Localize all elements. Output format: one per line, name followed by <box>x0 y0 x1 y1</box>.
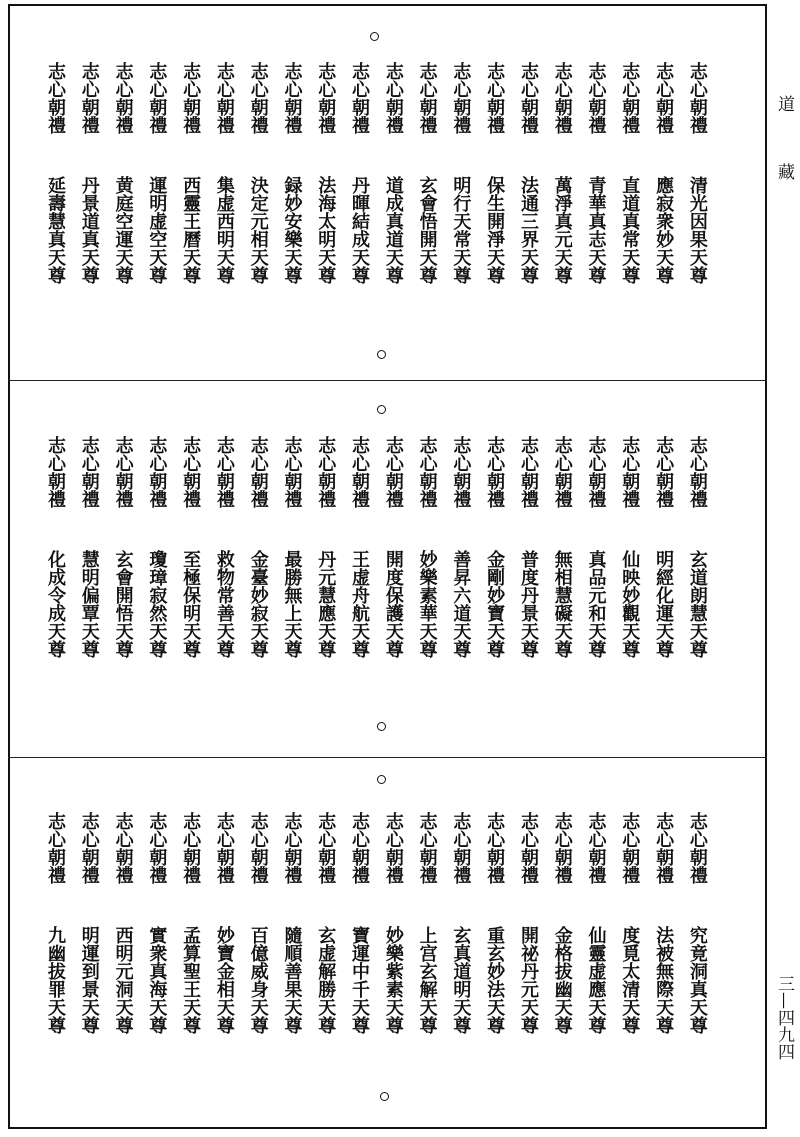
deity-name: 寶運中千天尊 <box>349 926 371 1034</box>
text-column <box>445 436 475 658</box>
text-column <box>479 436 509 658</box>
invocation-prefix: 志心朝禮 <box>281 436 303 508</box>
invocation-prefix: 志心朝禮 <box>382 812 404 884</box>
invocation-prefix: 志心朝禮 <box>416 62 438 134</box>
invocation-prefix: 志心朝禮 <box>484 436 506 508</box>
deity-name: 瓊璋寂然天尊 <box>146 550 168 658</box>
text-column <box>209 62 239 284</box>
text-column <box>141 812 171 1034</box>
invocation-prefix: 志心朝禮 <box>382 62 404 134</box>
text-column <box>74 62 104 284</box>
deity-name: 妙樂素華天尊 <box>416 550 438 658</box>
deity-name: 清光因果天尊 <box>686 176 708 284</box>
deity-name: 法被無際天尊 <box>653 926 675 1034</box>
invocation-prefix: 志心朝禮 <box>112 812 134 884</box>
text-column <box>513 812 543 1034</box>
invocation-prefix: 志心朝禮 <box>416 436 438 508</box>
deity-name: 法通三界天尊 <box>517 176 539 284</box>
deity-name: 明運到景天尊 <box>78 926 100 1034</box>
text-column <box>378 812 408 1034</box>
invocation-prefix: 志心朝禮 <box>349 436 371 508</box>
deity-name: 金格拔幽天尊 <box>551 926 573 1034</box>
deity-name: 王虚舟航天尊 <box>349 550 371 658</box>
invocation-prefix: 志心朝禮 <box>382 436 404 508</box>
circle-mark-icon <box>377 350 386 359</box>
text-column <box>682 62 712 284</box>
invocation-prefix: 志心朝禮 <box>247 62 269 134</box>
invocation-prefix: 志心朝禮 <box>247 812 269 884</box>
text-section-bottom <box>40 812 712 1034</box>
text-column <box>243 62 273 284</box>
invocation-prefix: 志心朝禮 <box>146 436 168 508</box>
deity-name: 究竟洞真天尊 <box>686 926 708 1034</box>
deity-name: 萬淨真元天尊 <box>551 176 573 284</box>
deity-name: 青華真志天尊 <box>585 176 607 284</box>
deity-name: 無相慧礙天尊 <box>551 550 573 658</box>
invocation-prefix: 志心朝禮 <box>619 436 641 508</box>
deity-name: 普度丹景天尊 <box>517 550 539 658</box>
circle-mark-icon <box>380 1092 389 1101</box>
circle-mark-icon <box>377 775 386 784</box>
page-number: 三—四九四 <box>774 975 794 1060</box>
text-column <box>276 812 306 1034</box>
section-divider <box>8 380 767 381</box>
invocation-prefix: 志心朝禮 <box>213 62 235 134</box>
invocation-prefix: 志心朝禮 <box>484 62 506 134</box>
circle-mark-icon <box>377 405 386 414</box>
deity-name: 金剛妙寶天尊 <box>484 550 506 658</box>
text-column <box>175 62 205 284</box>
deity-name: 金臺妙寂天尊 <box>247 550 269 658</box>
deity-name: 度覓太清天尊 <box>619 926 641 1034</box>
invocation-prefix: 志心朝禮 <box>551 62 573 134</box>
text-section-top <box>40 62 712 284</box>
invocation-prefix: 志心朝禮 <box>78 436 100 508</box>
deity-name: 決定元相天尊 <box>247 176 269 284</box>
text-column <box>581 812 611 1034</box>
deity-name: 應寂衆妙天尊 <box>653 176 675 284</box>
text-column <box>310 436 340 658</box>
text-column <box>614 436 644 658</box>
text-column <box>648 436 678 658</box>
text-column <box>614 62 644 284</box>
invocation-prefix: 志心朝禮 <box>315 436 337 508</box>
text-column <box>581 62 611 284</box>
invocation-prefix: 志心朝禮 <box>180 812 202 884</box>
deity-name: 運明虚空天尊 <box>146 176 168 284</box>
invocation-prefix: 志心朝禮 <box>247 436 269 508</box>
deity-name: 保生開淨天尊 <box>484 176 506 284</box>
invocation-prefix: 志心朝禮 <box>551 812 573 884</box>
invocation-prefix: 志心朝禮 <box>45 436 66 508</box>
invocation-prefix: 志心朝禮 <box>653 62 675 134</box>
text-column <box>547 62 577 284</box>
circle-mark-icon <box>370 32 379 41</box>
text-column <box>648 812 678 1034</box>
text-column <box>445 812 475 1034</box>
invocation-prefix: 志心朝禮 <box>585 62 607 134</box>
invocation-prefix: 志心朝禮 <box>450 812 472 884</box>
text-column <box>682 436 712 658</box>
deity-name: 玄道朗慧天尊 <box>686 550 708 658</box>
invocation-prefix: 志心朝禮 <box>349 62 371 134</box>
deity-name: 九幽拔罪天尊 <box>45 926 66 1034</box>
text-column <box>276 436 306 658</box>
deity-name: 西明元洞天尊 <box>112 926 134 1034</box>
text-column <box>74 812 104 1034</box>
deity-name: 隨順善果天尊 <box>281 926 303 1034</box>
deity-name: 丹景道真天尊 <box>78 176 100 284</box>
deity-name: 玄真道明天尊 <box>450 926 472 1034</box>
deity-name: 真品元和天尊 <box>585 550 607 658</box>
invocation-prefix: 志心朝禮 <box>517 812 539 884</box>
deity-name: 明經化運天尊 <box>653 550 675 658</box>
deity-name: 録妙安樂天尊 <box>281 176 303 284</box>
text-column <box>141 62 171 284</box>
deity-name: 妙寶金相天尊 <box>213 926 235 1034</box>
text-column <box>581 436 611 658</box>
invocation-prefix: 志心朝禮 <box>315 62 337 134</box>
deity-name: 西靈王曆天尊 <box>180 176 202 284</box>
text-column <box>108 62 138 284</box>
text-column <box>276 62 306 284</box>
text-column <box>513 62 543 284</box>
text-column <box>513 436 543 658</box>
invocation-prefix: 志心朝禮 <box>281 62 303 134</box>
circle-mark-icon <box>377 722 386 731</box>
deity-name: 化成令成天尊 <box>45 550 66 658</box>
invocation-prefix: 志心朝禮 <box>450 62 472 134</box>
deity-name: 上宫玄解天尊 <box>416 926 438 1034</box>
text-column <box>479 812 509 1034</box>
text-column <box>445 62 475 284</box>
invocation-prefix: 志心朝禮 <box>180 62 202 134</box>
deity-name: 孟算聖王天尊 <box>180 926 202 1034</box>
invocation-prefix: 志心朝禮 <box>484 812 506 884</box>
text-column <box>40 436 70 658</box>
invocation-prefix: 志心朝禮 <box>45 812 66 884</box>
text-column <box>378 436 408 658</box>
text-column <box>310 812 340 1034</box>
invocation-prefix: 志心朝禮 <box>517 62 539 134</box>
text-column <box>682 812 712 1034</box>
text-column <box>74 436 104 658</box>
text-column <box>175 436 205 658</box>
invocation-prefix: 志心朝禮 <box>281 812 303 884</box>
invocation-prefix: 志心朝禮 <box>653 812 675 884</box>
deity-name: 慧明偏覃天尊 <box>78 550 100 658</box>
text-column <box>108 436 138 658</box>
deity-name: 至極保明天尊 <box>180 550 202 658</box>
section-divider <box>8 757 767 758</box>
invocation-prefix: 志心朝禮 <box>112 436 134 508</box>
text-column <box>378 62 408 284</box>
invocation-prefix: 志心朝禮 <box>686 62 708 134</box>
invocation-prefix: 志心朝禮 <box>78 62 100 134</box>
deity-name: 仙靈虚應天尊 <box>585 926 607 1034</box>
invocation-prefix: 志心朝禮 <box>213 436 235 508</box>
invocation-prefix: 志心朝禮 <box>653 436 675 508</box>
text-column <box>175 812 205 1034</box>
deity-name: 實衆真海天尊 <box>146 926 168 1034</box>
invocation-prefix: 志心朝禮 <box>585 812 607 884</box>
invocation-prefix: 志心朝禮 <box>180 436 202 508</box>
deity-name: 玄虚解勝天尊 <box>315 926 337 1034</box>
invocation-prefix: 志心朝禮 <box>585 436 607 508</box>
invocation-prefix: 志心朝禮 <box>416 812 438 884</box>
invocation-prefix: 志心朝禮 <box>112 62 134 134</box>
deity-name: 黄庭空運天尊 <box>112 176 134 284</box>
invocation-prefix: 志心朝禮 <box>315 812 337 884</box>
text-column <box>40 812 70 1034</box>
deity-name: 玄會開悟天尊 <box>112 550 134 658</box>
text-column <box>243 436 273 658</box>
text-column <box>40 62 70 284</box>
deity-name: 道成真道天尊 <box>382 176 404 284</box>
invocation-prefix: 志心朝禮 <box>686 436 708 508</box>
text-column <box>344 62 374 284</box>
deity-name: 救物常善天尊 <box>213 550 235 658</box>
text-column <box>141 436 171 658</box>
text-column <box>412 812 442 1034</box>
text-section-middle <box>40 436 712 658</box>
invocation-prefix: 志心朝禮 <box>45 62 66 134</box>
invocation-prefix: 志心朝禮 <box>146 812 168 884</box>
text-column <box>614 812 644 1034</box>
deity-name: 集虚西明天尊 <box>213 176 235 284</box>
text-column <box>547 436 577 658</box>
text-column <box>209 812 239 1034</box>
invocation-prefix: 志心朝禮 <box>349 812 371 884</box>
deity-name: 明行天常天尊 <box>450 176 472 284</box>
invocation-prefix: 志心朝禮 <box>450 436 472 508</box>
invocation-prefix: 志心朝禮 <box>619 812 641 884</box>
invocation-prefix: 志心朝禮 <box>619 62 641 134</box>
deity-name: 法海太明天尊 <box>315 176 337 284</box>
deity-name: 善昇六道天尊 <box>450 550 472 658</box>
text-column <box>310 62 340 284</box>
deity-name: 開度保護天尊 <box>382 550 404 658</box>
text-column <box>648 62 678 284</box>
deity-name: 直道真常天尊 <box>619 176 641 284</box>
text-column <box>344 436 374 658</box>
text-column <box>412 436 442 658</box>
deity-name: 丹元慧應天尊 <box>315 550 337 658</box>
deity-name: 丹暉結成天尊 <box>349 176 371 284</box>
text-column <box>344 812 374 1034</box>
deity-name: 仙映妙觀天尊 <box>619 550 641 658</box>
invocation-prefix: 志心朝禮 <box>517 436 539 508</box>
deity-name: 開祕丹元天尊 <box>517 926 539 1034</box>
book-title: 道 藏 <box>774 95 794 180</box>
invocation-prefix: 志心朝禮 <box>146 62 168 134</box>
text-column <box>547 812 577 1034</box>
text-column <box>108 812 138 1034</box>
invocation-prefix: 志心朝禮 <box>213 812 235 884</box>
invocation-prefix: 志心朝禮 <box>686 812 708 884</box>
invocation-prefix: 志心朝禮 <box>551 436 573 508</box>
deity-name: 百億威身天尊 <box>247 926 269 1034</box>
deity-name: 最勝無上天尊 <box>281 550 303 658</box>
text-column <box>479 62 509 284</box>
deity-name: 重玄妙法天尊 <box>484 926 506 1034</box>
text-column <box>243 812 273 1034</box>
deity-name: 妙樂紫素天尊 <box>382 926 404 1034</box>
text-column <box>412 62 442 284</box>
text-column <box>209 436 239 658</box>
deity-name: 玄會悟開天尊 <box>416 176 438 284</box>
invocation-prefix: 志心朝禮 <box>78 812 100 884</box>
deity-name: 延壽慧真天尊 <box>45 176 66 284</box>
